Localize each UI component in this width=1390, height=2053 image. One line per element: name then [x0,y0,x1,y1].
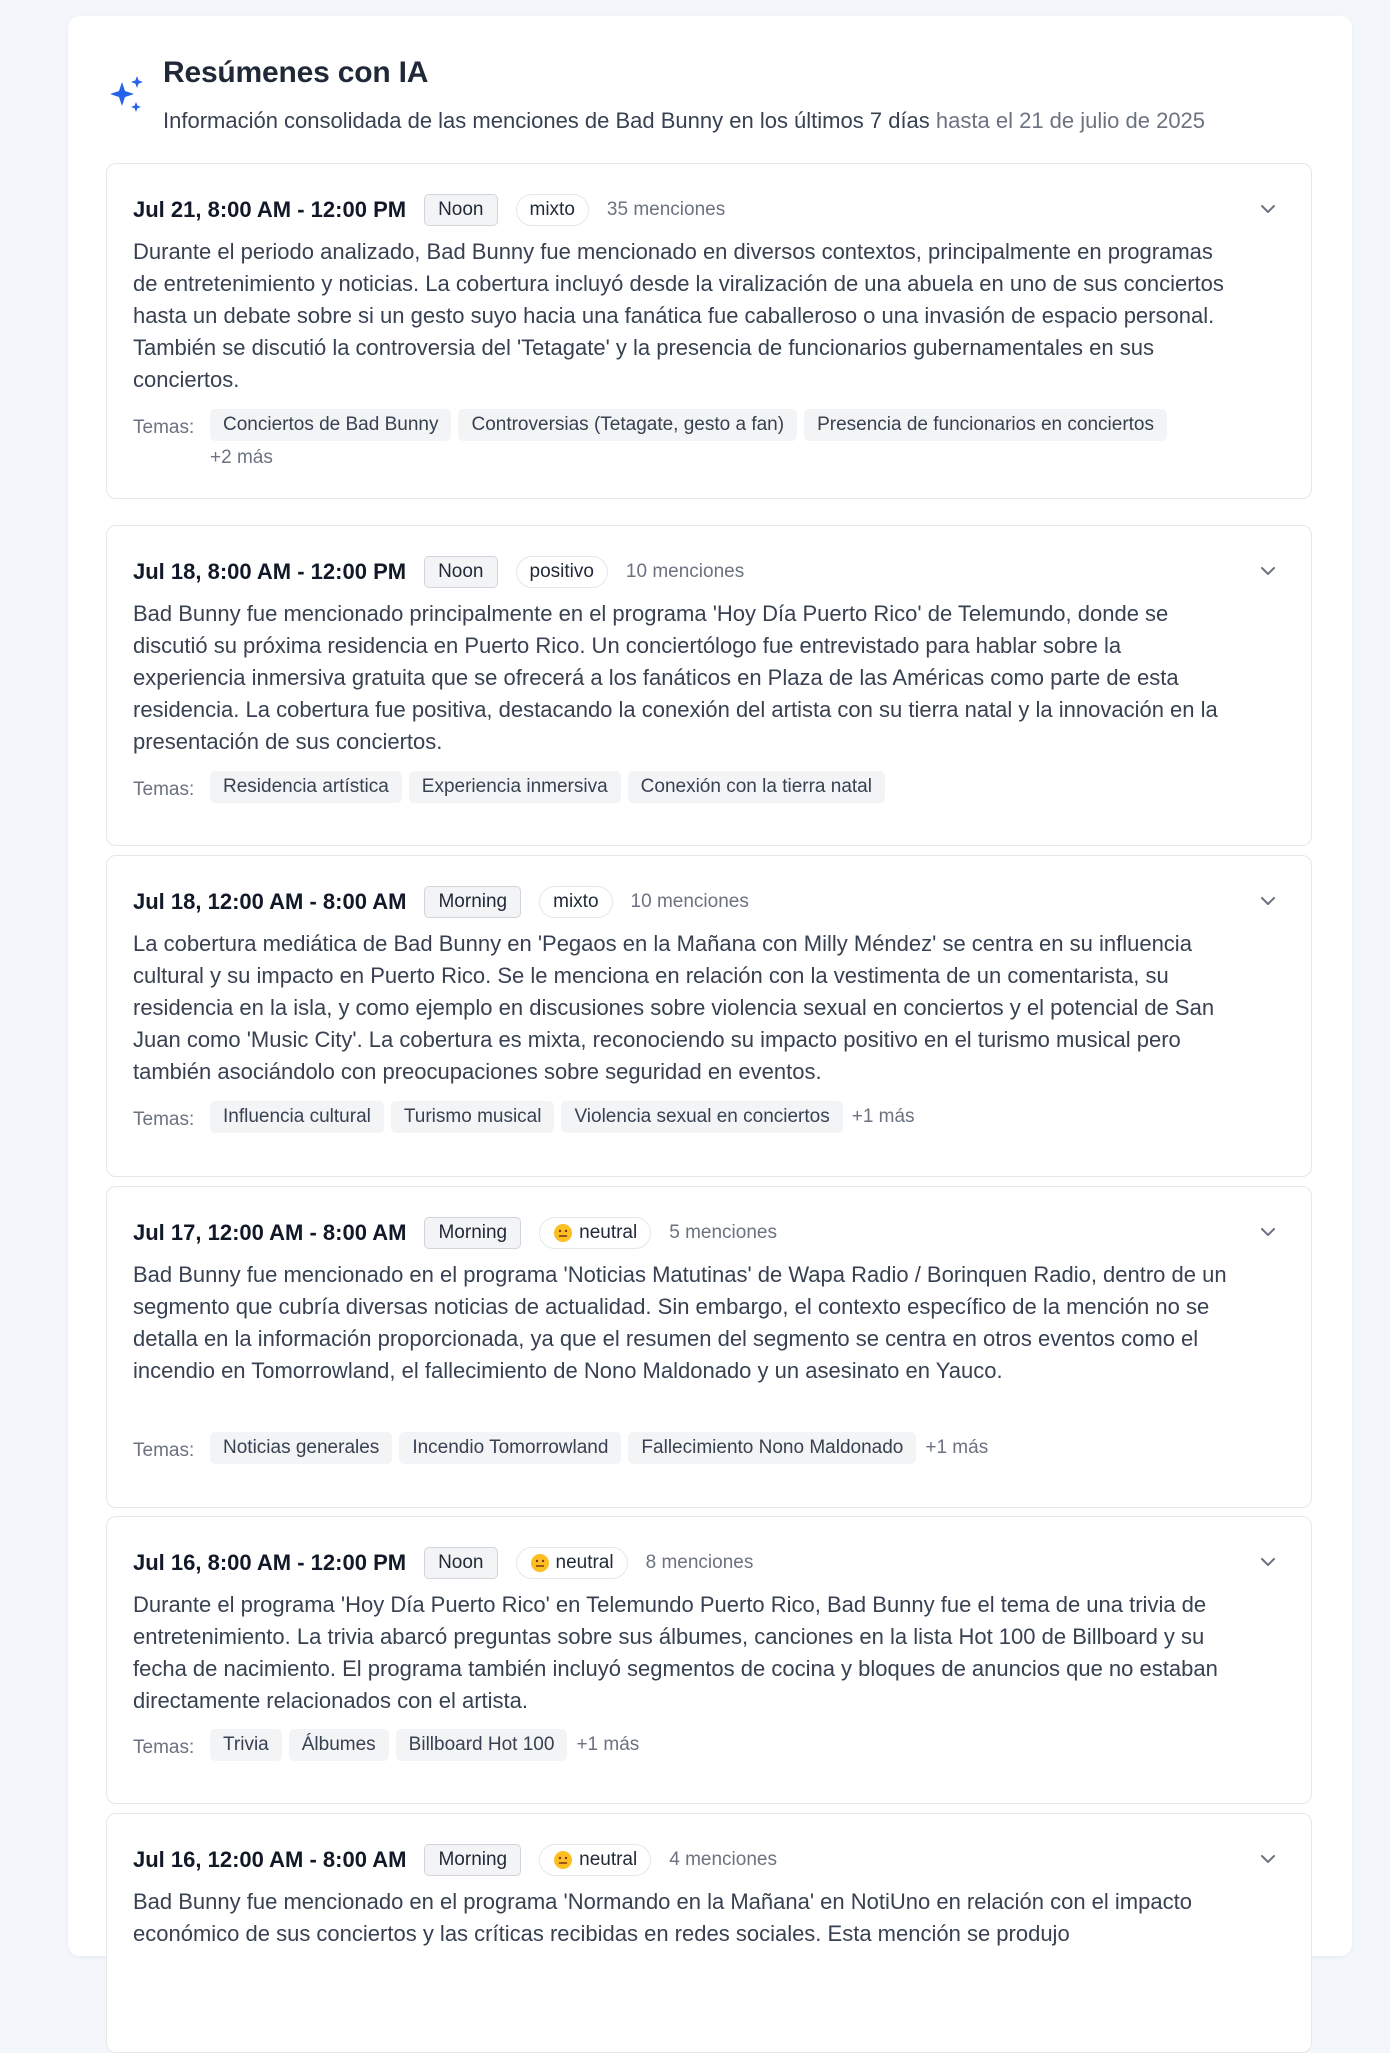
topics-list [210,1432,1285,1464]
neutral-face-icon [553,1223,573,1243]
time-slot-badge: Noon [424,194,497,226]
topic-tag: Fallecimiento Nono Maldonado [628,1432,916,1464]
chevron-down-icon[interactable] [1257,1551,1279,1573]
chevron-down-icon[interactable] [1257,1848,1279,1870]
mention-count: 4 menciones [669,1849,777,1870]
time-slot-badge: Morning [424,1844,521,1876]
card-summary: La cobertura mediática de Bad Bunny en 'Pegaos en la Mañana con Milly Méndez' se centra en su influencia cultural y su impacto en Puerto Rico. Se le menciona en relación con la vestimenta de un comentarista, su residencia en la isla, y como ejemplo en discusiones sobre violencia sexual en conciertos y el potencial de San Juan como 'Music City'. La cobertura es mixta, reconociendo su impacto positivo en el turismo musical pero también asociándolo con preocupaciones sobre seguridad en eventos. [133,931,1215,1084]
topics-list [210,1729,1285,1761]
card-summary: Bad Bunny fue mencionado en el programa 'Normando en la Mañana' en NotiUno en relación con el impacto económico de sus conciertos y las críticas recibidas en redes sociales. Esta mención se produjo [133,1889,1192,1946]
card-date-range: Jul 21, 8:00 AM - 12:00 PM [133,197,407,222]
card-header[interactable] [133,1842,1285,1878]
chevron-down-icon[interactable] [1257,890,1279,912]
sentiment-label: neutral [555,1552,614,1573]
topic-tag: Residencia artística [210,771,402,803]
sentiment-label: positivo [529,561,594,582]
sparkles-icon [106,74,148,116]
more-topics-link[interactable]: +1 más [851,1106,915,1127]
topic-tag: Conciertos de Bad Bunny [210,409,451,441]
time-slot-badge: Noon [424,556,497,588]
topic-tag: Turismo musical [391,1101,555,1133]
time-slot-badge: Noon [424,1547,497,1579]
topic-tag: Influencia cultural [210,1101,384,1133]
topics-label: Temas: [133,1737,195,1758]
sentiment-badge [516,194,589,226]
card-date-range: Jul 17, 12:00 AM - 8:00 AM [133,1220,407,1245]
chevron-down-icon[interactable] [1257,560,1279,582]
mention-count: 10 menciones [625,561,745,582]
card-date-range: Jul 16, 8:00 AM - 12:00 PM [133,1550,407,1575]
card-date-range: Jul 18, 8:00 AM - 12:00 PM [133,559,407,584]
topics-row [133,771,1285,803]
topic-tag: Trivia [210,1729,282,1761]
chevron-down-icon[interactable] [1257,198,1279,220]
topics-row [133,1432,1285,1464]
topic-tag: Billboard Hot 100 [396,1729,568,1761]
summary-card[interactable] [106,855,1312,1177]
card-summary: Durante el programa 'Hoy Día Puerto Rico' en Telemundo Puerto Rico, Bad Bunny fue el tema de una trivia de entretenimiento. La trivia abarcó preguntas sobre sus álbumes, canciones en la lista Hot 100 de Billboard y su fecha de nacimiento. El programa también incluyó segmentos de cocina y bloques de anuncios que no estaban directamente relacionados con el artista. [133,1592,1218,1713]
more-topics-link[interactable]: +1 más [925,1437,989,1458]
card-header[interactable] [133,884,1285,920]
sentiment-badge [516,1547,628,1579]
sentiment-badge [539,886,612,918]
card-header[interactable] [133,192,1285,228]
page-subtitle [163,108,1205,134]
mention-count: 8 menciones [645,1552,754,1573]
mention-count: 10 menciones [630,891,749,912]
sentiment-label: neutral [579,1849,638,1870]
topics-row [133,409,1285,469]
sentiment-label: mixto [529,199,575,220]
card-header[interactable] [133,554,1285,590]
chevron-down-icon[interactable] [1257,1221,1279,1243]
topics-row [133,1729,1285,1761]
card-date-range: Jul 16, 12:00 AM - 8:00 AM [133,1847,407,1872]
more-topics-link[interactable]: +1 más [576,1734,640,1755]
topics-label: Temas: [133,417,195,438]
neutral-face-icon [553,1850,573,1870]
sentiment-label: mixto [553,891,599,912]
topic-tag: Incendio Tomorrowland [399,1432,621,1464]
time-slot-badge: Morning [424,886,521,918]
mention-count: 35 menciones [606,199,726,220]
topic-tag: Controversias (Tetagate, gesto a fan) [458,409,797,441]
summary-card[interactable] [106,1186,1312,1508]
topics-label: Temas: [133,779,195,800]
topic-tag: Experiencia inmersiva [409,771,621,803]
card-date-range: Jul 18, 12:00 AM - 8:00 AM [133,889,407,914]
topic-tag: Violencia sexual en conciertos [561,1101,842,1133]
subtitle-main: Información consolidada de las menciones de Bad Bunny en los últimos 7 días [163,108,930,133]
mention-count: 5 menciones [669,1222,777,1243]
more-topics-link[interactable]: +2 más [210,447,273,468]
sentiment-label: neutral [579,1222,638,1243]
topics-row [133,1101,1285,1133]
neutral-face-icon [530,1553,550,1573]
card-summary: Bad Bunny fue mencionado en el programa 'Noticias Matutinas' de Wapa Radio / Borinquen Radio, dentro de un segmento que cubría diversas noticias de actualidad. Sin embargo, el contexto específico de la mención no se detalla en la información proporcionada, ya que el resumen del segmento se centra en otros eventos como el incendio en Tomorrowland, el fallecimiento de Nono Maldonado y un asesinato en Yauco. [133,1262,1227,1383]
card-summary: Bad Bunny fue mencionado principalmente en el programa 'Hoy Día Puerto Rico' de Telemundo, donde se discutió su próxima residencia en Puerto Rico. Un conciertólogo fue entrevistado para hablar sobre la experiencia inmersiva gratuita que se ofrecerá a los fanáticos en Plaza de las Américas como parte de esta residencia. La cobertura fue positiva, destacando la conexión del artista con su tierra natal y la innovación en la presentación de sus conciertos. [133,601,1218,754]
topics-label: Temas: [133,1109,195,1130]
page-title: Resúmenes con IA [163,56,429,89]
topic-tag: Conexión con la tierra natal [628,771,885,803]
topics-label: Temas: [133,1440,195,1461]
card-summary: Durante el periodo analizado, Bad Bunny fue mencionado en diversos contextos, principalmente en programas de entretenimiento y noticias. La cobertura incluyó desde la viralización de una abuela en uno de sus conciertos hasta un debate sobre si un gesto suyo hacia una fanática fue caballeroso o una invasión de espacio personal. También se discutió la controversia del 'Tetagate' y la presencia de funcionarios gubernamentales en sus conciertos. [133,239,1224,392]
subtitle-date: hasta el 21 de julio de 2025 [935,108,1206,133]
panel-header [106,56,1314,156]
topics-list [210,409,1285,469]
summary-card[interactable] [106,1813,1312,2053]
summary-card[interactable] [106,525,1312,846]
time-slot-badge: Morning [424,1217,521,1249]
topics-list [210,771,1285,803]
topic-tag: Presencia de funcionarios en conciertos [804,409,1167,441]
summary-card[interactable] [106,163,1312,499]
ai-summaries-panel [68,16,1352,1956]
topic-tag: Noticias generales [210,1432,392,1464]
topics-list [210,1101,1285,1133]
sentiment-badge [516,556,608,588]
card-header[interactable] [133,1545,1285,1581]
sentiment-badge [539,1217,651,1249]
card-header[interactable] [133,1215,1285,1251]
sentiment-badge [539,1844,651,1876]
summary-card[interactable] [106,1516,1312,1804]
topic-tag: Álbumes [289,1729,389,1761]
